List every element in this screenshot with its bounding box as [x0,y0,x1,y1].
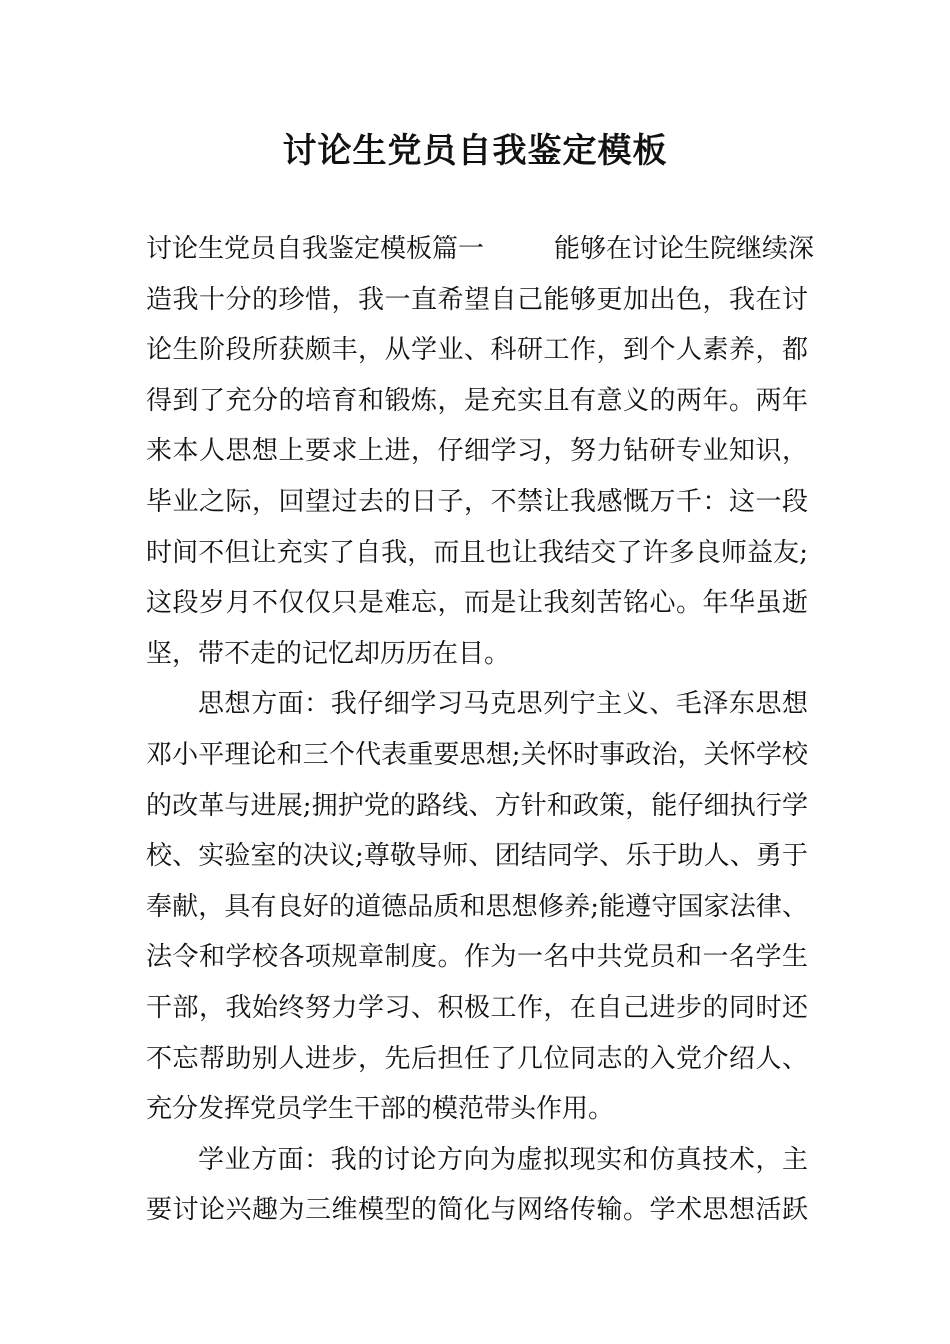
text-line: 造我十分的珍惜，我一直希望自己能够更加出色，我在讨 [146,284,808,315]
text-line: 时间不但让充实了自我，而且也让我结交了许多良师益友; [146,537,808,568]
section-heading: 讨论生党员自我鉴定模板篇一 [146,234,485,264]
text-line: 得到了充分的培育和锻炼，是充实且有意义的两年。两年 [146,385,808,416]
text-line: 充分发挥党员学生干部的模范带头作用。 [146,1094,615,1125]
text-line: 校、实验室的决议;尊敬导师、团结同学、乐于助人、勇于 [146,841,808,872]
text-line: 要讨论兴趣为三维模型的简化与网络传输。学术思想活跃 [146,1195,808,1226]
text-line: 奉献，具有良好的道德品质和思想修养;能遵守国家法律、 [146,891,808,922]
text-line: 干部，我始终努力学习、积极工作，在自己进步的同时还 [146,992,808,1023]
text-line: 的改革与进展;拥护党的路线、方针和政策，能仔细执行学 [146,790,808,821]
text-line: 来本人思想上要求上进，仔细学习，努力钻研专业知识， [146,436,808,467]
text-line: 毕业之际，回望过去的日子，不禁让我感慨万千：这一段 [146,486,808,517]
text-line [146,224,815,275]
document-title: 讨论生党员自我鉴定模板 [282,131,668,171]
text-line: 学业方面：我的讨论方向为虚拟现实和仿真技术，主 [198,1144,808,1175]
text-line: 论生阶段所获颇丰，从学业、科研工作，到个人素养，都 [146,335,808,366]
text-line: 邓小平理论和三个代表重要思想;关怀时事政治，关怀学校 [146,739,808,770]
text-line: 这段岁月不仅仅只是难忘，而是让我刻苦铭心。年华虽逝 [146,588,808,619]
text-line: 坚，带不走的记忆却历历在目。 [146,638,511,669]
text-line: 思想方面：我仔细学习马克思列宁主义、毛泽东思想 [198,689,808,720]
text-line: 法令和学校各项规章制度。作为一名中共党员和一名学生 [146,942,808,973]
document-body [146,224,815,1236]
text-line: 不忘帮助别人进步，先后担任了几位同志的入党介绍人、 [146,1043,808,1074]
text-segment: 能够在讨论生院继续深 [554,234,815,264]
